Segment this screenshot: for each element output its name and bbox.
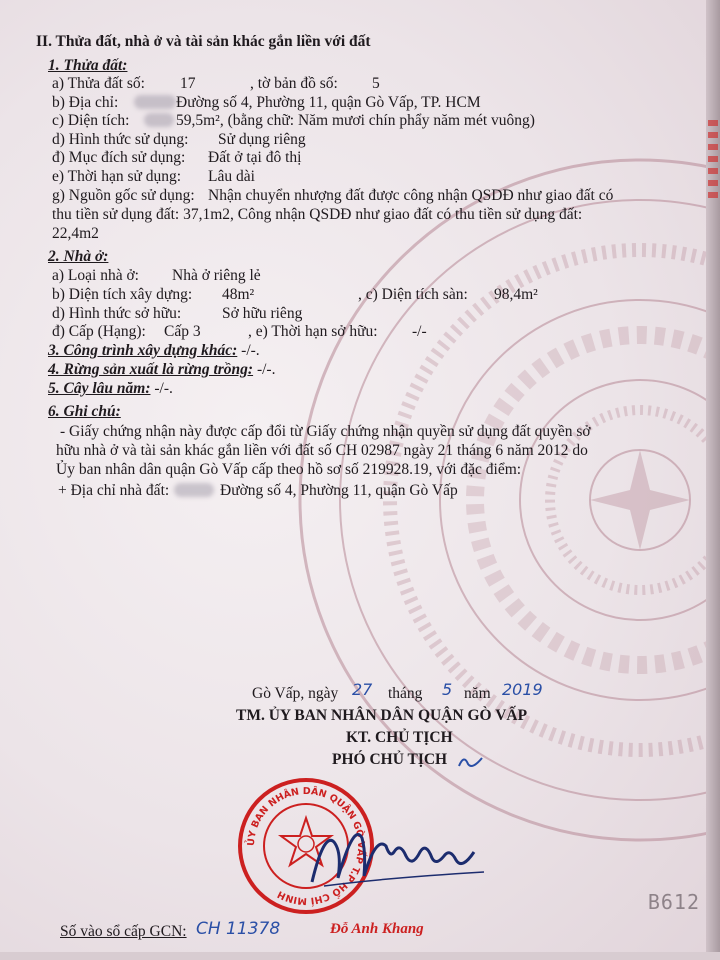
date-day: 27	[352, 680, 373, 699]
page-bottom-edge	[0, 952, 720, 960]
perennial-value: -/-.	[154, 380, 173, 397]
grade-value: Cấp 3	[164, 323, 201, 340]
forest-value: -/-.	[256, 361, 276, 378]
label: , c) Diện tích sàn:	[358, 286, 468, 303]
house-b-row	[52, 285, 538, 304]
label: Gò Vấp, ngày	[252, 685, 339, 702]
perennial-row	[48, 379, 173, 398]
address-value: Đường số 4, Phường 11, quận Gò Vấp	[220, 482, 458, 499]
registry-number: CH 11378	[196, 919, 281, 939]
notes-line: Ủy ban nhân dân quận Gò Vấp cấp theo hồ sơ số 219928.19, với đặc điểm:	[56, 461, 522, 478]
origin-value: Nhận chuyển nhượng đất được công nhận QSDĐ như giao đất có	[208, 187, 614, 204]
label: b) Địa chỉ:	[52, 94, 119, 111]
land-g-row	[52, 186, 614, 205]
label: , tờ bản đồ số:	[250, 75, 338, 92]
house-d-row	[52, 304, 303, 323]
house-dd-row	[52, 322, 427, 341]
svg-text:ỦY BAN NHÂN DÂN QUẬN GÒ VẤP T.: ỦY BAN NHÂN DÂN QUẬN GÒ VẤP T.P HỒ CHÍ MINH	[245, 785, 367, 907]
label: đ) Mục đích sử dụng:	[52, 149, 186, 166]
label: Số vào sổ cấp GCN:	[60, 923, 187, 940]
address-value: Đường số 4, Phường 11, quận Gò Vấp, TP. HCM	[176, 94, 481, 111]
map-sheet-number: 5	[372, 75, 380, 92]
house-a-row	[52, 266, 261, 285]
label: 5. Cây lâu năm:	[48, 380, 151, 397]
house-type-value: Nhà ở riêng lẻ	[172, 267, 261, 284]
label: a) Thửa đất số:	[52, 75, 145, 92]
notes-line: - Giấy chứng nhận này được cấp đổi từ Giấy chứng nhận quyền sử dụng đất quyền sở	[60, 423, 591, 440]
area-value: 59,5m², (bằng chữ: Năm mươi chín phẩy năm mét vuông)	[176, 112, 535, 129]
origin-value-cont: thu tiền sử dụng đất: 37,1m2, Công nhận QSDĐ như giao đất có thu tiền sử dụng đất:	[52, 206, 583, 223]
redacted-blur	[144, 113, 174, 127]
label: d) Hình thức sở hữu:	[52, 305, 182, 322]
ownership-form-value: Sở hữu riêng	[222, 305, 303, 322]
label: , e) Thời hạn sở hữu:	[248, 323, 378, 340]
forest-row	[48, 360, 275, 379]
land-heading: 1. Thửa đất:	[48, 57, 128, 74]
signature	[304, 812, 494, 892]
notes-heading: 6. Ghi chú:	[48, 403, 121, 420]
other-works-row	[48, 341, 260, 360]
house-heading: 2. Nhà ở:	[48, 248, 109, 265]
label: đ) Cấp (Hạng):	[52, 323, 146, 340]
usage-form-value: Sử dụng riêng	[218, 131, 306, 148]
kt-title: KT. CHỦ TỊCH	[346, 729, 453, 746]
label: g) Nguồn gốc sử dụng:	[52, 187, 195, 204]
initial-mark	[456, 752, 486, 772]
serial-number: B612	[647, 890, 700, 914]
label: 3. Công trình xây dựng khác:	[48, 342, 238, 359]
signer-title: PHÓ CHỦ TỊCH	[332, 751, 448, 768]
label: 4. Rừng sản xuất là rừng trồng:	[48, 361, 254, 378]
land-d-row	[52, 130, 306, 149]
label: d) Hình thức sử dụng:	[52, 131, 189, 148]
date-year: 2019	[502, 680, 543, 699]
redacted-blur	[134, 95, 176, 109]
notes-line: hữu nhà ở và tài sản khác gắn liền với đất số CH 02987 ngày 21 tháng 6 năm 2012 do	[56, 442, 588, 459]
floor-area-value: 98,4m²	[494, 286, 538, 303]
authority-title: TM. ỦY BAN NHÂN DÂN QUẬN GÒ VẤP	[236, 707, 528, 724]
land-a-row	[52, 74, 380, 93]
notes-line	[58, 481, 458, 500]
label: c) Diện tích:	[52, 112, 130, 129]
usage-purpose-value: Đất ở tại đô thị	[208, 149, 302, 166]
ownership-term-value: -/-	[412, 323, 427, 340]
label: năm	[464, 685, 491, 702]
label: + Địa chỉ nhà đất:	[58, 482, 170, 499]
other-works-value: -/-.	[241, 342, 260, 359]
label: e) Thời hạn sử dụng:	[52, 168, 182, 185]
building-area-value: 48m²	[222, 286, 255, 303]
label: tháng	[388, 685, 423, 702]
label: a) Loại nhà ở:	[52, 267, 139, 284]
land-e-row	[52, 167, 255, 186]
signing-date	[252, 680, 543, 703]
section-title: II. Thửa đất, nhà ở và tài sản khác gắn liền với đất	[36, 33, 371, 50]
land-b-row	[52, 93, 481, 112]
land-c-row	[52, 111, 535, 130]
usage-term-value: Lâu dài	[208, 168, 255, 185]
label: b) Diện tích xây dựng:	[52, 286, 193, 303]
redacted-blur	[174, 483, 214, 497]
parcel-number: 17	[180, 75, 196, 92]
origin-value-cont: 22,4m2	[52, 225, 99, 242]
land-dd-row	[52, 148, 302, 167]
signer-name: Đỗ Anh Khang	[330, 921, 424, 937]
registry-row	[60, 919, 281, 941]
red-edge-marks	[708, 120, 718, 200]
date-month: 5	[442, 680, 453, 699]
